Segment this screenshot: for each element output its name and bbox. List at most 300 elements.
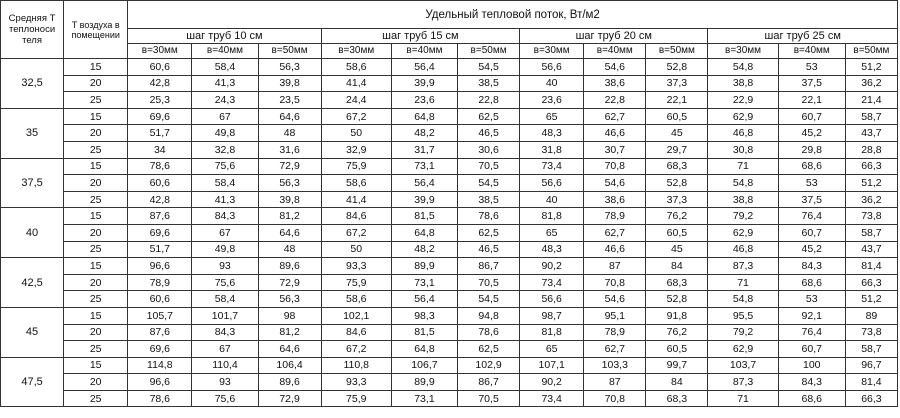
pipe-step-row — [1, 29, 898, 44]
flux-value-cell: 32,8 — [192, 141, 258, 158]
flux-value-cell: 30,8 — [708, 141, 778, 158]
flux-value-cell: 40 — [520, 191, 584, 208]
flux-value-cell: 58,4 — [192, 291, 258, 308]
flux-value-cell: 31,6 — [258, 141, 321, 158]
flux-value-cell: 81,4 — [845, 258, 897, 275]
flux-value-cell: 91,8 — [646, 307, 708, 324]
flux-value-cell: 84,6 — [321, 324, 391, 341]
air-temp-cell: 25 — [64, 141, 128, 158]
table-row — [1, 158, 898, 175]
flux-value-cell: 37,5 — [778, 75, 845, 92]
air-temp-cell: 25 — [64, 291, 128, 308]
flux-value-cell: 62,5 — [458, 341, 520, 358]
air-temp-cell: 20 — [64, 175, 128, 192]
flux-value-cell: 50 — [321, 241, 391, 258]
flux-value-cell: 22,8 — [458, 92, 520, 109]
flux-value-cell: 93 — [192, 374, 258, 391]
flux-value-cell: 64,8 — [391, 224, 457, 241]
flux-value-cell: 31,7 — [391, 141, 457, 158]
flux-value-cell: 70,8 — [584, 158, 646, 175]
flux-value-cell: 29,7 — [646, 141, 708, 158]
flux-value-cell: 54,6 — [584, 291, 646, 308]
flux-value-cell: 75,9 — [321, 274, 391, 291]
flux-value-cell: 48 — [258, 241, 321, 258]
flux-value-cell: 67 — [192, 224, 258, 241]
flux-value-cell: 73,8 — [845, 324, 897, 341]
flux-value-cell: 54,5 — [458, 291, 520, 308]
flux-value-cell: 68,3 — [646, 274, 708, 291]
flux-value-cell: 89,6 — [258, 258, 321, 275]
flux-value-cell: 81,2 — [258, 324, 321, 341]
flux-value-cell: 60,5 — [646, 224, 708, 241]
air-temp-cell: 20 — [64, 324, 128, 341]
flux-value-cell: 84,3 — [778, 258, 845, 275]
air-temp-cell: 25 — [64, 241, 128, 258]
flux-value-cell: 56,6 — [520, 291, 584, 308]
flux-value-cell: 22,1 — [778, 92, 845, 109]
flux-value-cell: 29,8 — [778, 141, 845, 158]
flux-value-cell: 64,6 — [258, 341, 321, 358]
flux-value-cell: 46,6 — [584, 125, 646, 142]
flux-value-cell: 38,5 — [458, 75, 520, 92]
flux-value-cell: 87,3 — [708, 258, 778, 275]
flux-value-cell: 46,8 — [708, 125, 778, 142]
flux-value-cell: 103,7 — [708, 357, 778, 374]
header-pipe-step: шаг труб 25 см — [708, 29, 898, 44]
table-row — [1, 258, 898, 275]
flux-value-cell: 22,9 — [708, 92, 778, 109]
flux-value-cell: 24,4 — [321, 92, 391, 109]
flux-value-cell: 50 — [321, 125, 391, 142]
flux-value-cell: 52,8 — [646, 175, 708, 192]
flux-value-cell: 60,5 — [646, 108, 708, 125]
flux-value-cell: 73,1 — [391, 390, 457, 407]
flux-value-cell: 66,3 — [845, 274, 897, 291]
flux-value-cell: 73,4 — [520, 158, 584, 175]
flux-value-cell: 65 — [520, 341, 584, 358]
flux-value-cell: 96,7 — [845, 357, 897, 374]
flux-value-cell: 71 — [708, 158, 778, 175]
flux-value-cell: 62,7 — [584, 108, 646, 125]
mean-temp-cell: 35 — [1, 108, 64, 158]
air-temp-cell: 20 — [64, 75, 128, 92]
table-row — [1, 390, 898, 407]
flux-value-cell: 62,9 — [708, 224, 778, 241]
air-temp-cell: 20 — [64, 224, 128, 241]
flux-value-cell: 48,2 — [391, 241, 457, 258]
flux-value-cell: 51,7 — [128, 241, 192, 258]
air-temp-cell: 25 — [64, 390, 128, 407]
header-width: в=40мм — [778, 44, 845, 59]
flux-value-cell: 78,9 — [584, 208, 646, 225]
flux-value-cell: 37,5 — [778, 191, 845, 208]
flux-value-cell: 106,7 — [391, 357, 457, 374]
flux-value-cell: 49,8 — [192, 241, 258, 258]
air-temp-cell: 25 — [64, 191, 128, 208]
flux-value-cell: 25,3 — [128, 92, 192, 109]
air-temp-cell: 25 — [64, 341, 128, 358]
flux-value-cell: 70,8 — [584, 274, 646, 291]
flux-value-cell: 46,6 — [584, 241, 646, 258]
flux-value-cell: 75,6 — [192, 158, 258, 175]
flux-value-cell: 81,4 — [845, 374, 897, 391]
header-width: в=50мм — [845, 44, 897, 59]
table-row — [1, 357, 898, 374]
flux-value-cell: 56,6 — [520, 59, 584, 76]
flux-value-cell: 87 — [584, 374, 646, 391]
air-temp-cell: 15 — [64, 208, 128, 225]
flux-value-cell: 39,9 — [391, 191, 457, 208]
flux-value-cell: 60,5 — [646, 341, 708, 358]
flux-value-cell: 22,1 — [646, 92, 708, 109]
flux-value-cell: 84 — [646, 258, 708, 275]
flux-value-cell: 58,7 — [845, 224, 897, 241]
flux-value-cell: 114,8 — [128, 357, 192, 374]
air-temp-cell: 15 — [64, 258, 128, 275]
flux-value-cell: 67,2 — [321, 224, 391, 241]
flux-value-cell: 58,6 — [321, 291, 391, 308]
header-width: в=30мм — [321, 44, 391, 59]
table-row — [1, 59, 898, 76]
flux-value-cell: 43,7 — [845, 241, 897, 258]
air-temp-cell: 25 — [64, 92, 128, 109]
flux-value-cell: 86,7 — [458, 374, 520, 391]
flux-value-cell: 78,9 — [128, 274, 192, 291]
table-body — [1, 59, 898, 407]
flux-value-cell: 28,8 — [845, 141, 897, 158]
flux-value-cell: 58,6 — [321, 175, 391, 192]
flux-value-cell: 66,3 — [845, 158, 897, 175]
flux-value-cell: 54,5 — [458, 175, 520, 192]
table-row — [1, 125, 898, 142]
flux-value-cell: 43,7 — [845, 125, 897, 142]
flux-value-cell: 96,6 — [128, 258, 192, 275]
flux-value-cell: 69,6 — [128, 341, 192, 358]
flux-value-cell: 65 — [520, 108, 584, 125]
header-width: в=40мм — [192, 44, 258, 59]
flux-value-cell: 72,9 — [258, 158, 321, 175]
flux-value-cell: 70,5 — [458, 158, 520, 175]
flux-value-cell: 39,8 — [258, 191, 321, 208]
flux-value-cell: 84,3 — [192, 324, 258, 341]
flux-value-cell: 99,7 — [646, 357, 708, 374]
table-row — [1, 175, 898, 192]
flux-value-cell: 23,6 — [520, 92, 584, 109]
flux-value-cell: 30,7 — [584, 141, 646, 158]
flux-value-cell: 37,3 — [646, 75, 708, 92]
flux-value-cell: 89,6 — [258, 374, 321, 391]
table-row — [1, 291, 898, 308]
flux-value-cell: 53 — [778, 175, 845, 192]
flux-value-cell: 60,7 — [778, 224, 845, 241]
flux-value-cell: 107,1 — [520, 357, 584, 374]
flux-value-cell: 42,8 — [128, 75, 192, 92]
flux-value-cell: 67,2 — [321, 108, 391, 125]
flux-value-cell: 78,6 — [128, 390, 192, 407]
flux-value-cell: 24,3 — [192, 92, 258, 109]
flux-value-cell: 34 — [128, 141, 192, 158]
flux-value-cell: 93,3 — [321, 374, 391, 391]
flux-value-cell: 76,4 — [778, 208, 845, 225]
flux-value-cell: 53 — [778, 59, 845, 76]
flux-value-cell: 110,4 — [192, 357, 258, 374]
mean-temp-cell: 45 — [1, 307, 64, 357]
flux-value-cell: 39,9 — [391, 75, 457, 92]
flux-value-cell: 54,8 — [708, 175, 778, 192]
flux-value-cell: 89,9 — [391, 258, 457, 275]
table-row — [1, 274, 898, 291]
table-row — [1, 191, 898, 208]
header-pipe-step: шаг труб 15 см — [321, 29, 519, 44]
flux-value-cell: 76,2 — [646, 208, 708, 225]
flux-value-cell: 51,2 — [845, 175, 897, 192]
flux-value-cell: 87 — [584, 258, 646, 275]
flux-value-cell: 30,6 — [458, 141, 520, 158]
flux-value-cell: 70,5 — [458, 274, 520, 291]
flux-value-cell: 21,4 — [845, 92, 897, 109]
flux-value-cell: 45 — [646, 241, 708, 258]
flux-value-cell: 60,6 — [128, 59, 192, 76]
flux-value-cell: 48,3 — [520, 241, 584, 258]
flux-value-cell: 98,3 — [391, 307, 457, 324]
header-width: в=50мм — [646, 44, 708, 59]
air-temp-cell: 20 — [64, 125, 128, 142]
flux-value-cell: 54,6 — [584, 59, 646, 76]
flux-value-cell: 56,3 — [258, 291, 321, 308]
flux-value-cell: 68,3 — [646, 390, 708, 407]
mean-temp-cell: 32,5 — [1, 59, 64, 109]
flux-value-cell: 60,6 — [128, 175, 192, 192]
flux-value-cell: 84,3 — [778, 374, 845, 391]
air-temp-cell: 20 — [64, 374, 128, 391]
flux-value-cell: 60,7 — [778, 108, 845, 125]
table-row — [1, 374, 898, 391]
header-width: в=30мм — [708, 44, 778, 59]
flux-value-cell: 64,6 — [258, 108, 321, 125]
flux-value-cell: 98,7 — [520, 307, 584, 324]
flux-value-cell: 68,6 — [778, 158, 845, 175]
flux-value-cell: 46,5 — [458, 241, 520, 258]
flux-value-cell: 41,3 — [192, 75, 258, 92]
flux-value-cell: 84,3 — [192, 208, 258, 225]
flux-value-cell: 54,6 — [584, 175, 646, 192]
flux-value-cell: 73,1 — [391, 158, 457, 175]
header-mean-temp: Средняя Т теплоноси теля — [1, 1, 64, 59]
flux-value-cell: 52,8 — [646, 291, 708, 308]
flux-value-cell: 32,9 — [321, 141, 391, 158]
mean-temp-cell: 37,5 — [1, 158, 64, 208]
flux-value-cell: 58,4 — [192, 175, 258, 192]
flux-value-cell: 70,8 — [584, 390, 646, 407]
flux-value-cell: 95,1 — [584, 307, 646, 324]
flux-value-cell: 110,8 — [321, 357, 391, 374]
header-air-temp: Т воздуха в помещении — [64, 1, 128, 59]
header-width: в=50мм — [258, 44, 321, 59]
flux-value-cell: 56,4 — [391, 59, 457, 76]
header-width: в=40мм — [391, 44, 457, 59]
flux-value-cell: 69,6 — [128, 108, 192, 125]
header-pipe-step: шаг труб 10 см — [128, 29, 321, 44]
flux-value-cell: 38,6 — [584, 191, 646, 208]
mean-temp-cell: 42,5 — [1, 258, 64, 308]
air-temp-cell: 15 — [64, 59, 128, 76]
flux-value-cell: 67 — [192, 108, 258, 125]
air-temp-cell: 20 — [64, 274, 128, 291]
flux-value-cell: 65 — [520, 224, 584, 241]
flux-value-cell: 90,2 — [520, 374, 584, 391]
flux-value-cell: 101,7 — [192, 307, 258, 324]
flux-value-cell: 71 — [708, 274, 778, 291]
flux-value-cell: 41,3 — [192, 191, 258, 208]
table-row — [1, 75, 898, 92]
flux-value-cell: 54,8 — [708, 59, 778, 76]
flux-value-cell: 46,5 — [458, 125, 520, 142]
table-header — [1, 1, 898, 59]
flux-value-cell: 31,8 — [520, 141, 584, 158]
flux-value-cell: 38,6 — [584, 75, 646, 92]
flux-value-cell: 38,8 — [708, 75, 778, 92]
flux-value-cell: 86,7 — [458, 258, 520, 275]
table-row — [1, 92, 898, 109]
flux-value-cell: 56,6 — [520, 175, 584, 192]
header-width: в=30мм — [520, 44, 584, 59]
flux-value-cell: 62,7 — [584, 341, 646, 358]
table-row — [1, 341, 898, 358]
flux-value-cell: 78,9 — [584, 324, 646, 341]
flux-value-cell: 67,2 — [321, 341, 391, 358]
flux-value-cell: 72,9 — [258, 390, 321, 407]
flux-value-cell: 73,4 — [520, 390, 584, 407]
flux-value-cell: 87,3 — [708, 374, 778, 391]
flux-value-cell: 75,9 — [321, 390, 391, 407]
flux-value-cell: 76,2 — [646, 324, 708, 341]
flux-value-cell: 48,3 — [520, 125, 584, 142]
flux-value-cell: 89 — [845, 307, 897, 324]
flux-value-cell: 72,9 — [258, 274, 321, 291]
header-heat-flux: Удельный тепловой поток, Вт/м2 — [128, 1, 898, 29]
flux-value-cell: 36,2 — [845, 191, 897, 208]
flux-value-cell: 81,8 — [520, 324, 584, 341]
flux-value-cell: 102,1 — [321, 307, 391, 324]
flux-value-cell: 58,7 — [845, 108, 897, 125]
flux-value-cell: 81,8 — [520, 208, 584, 225]
flux-value-cell: 42,8 — [128, 191, 192, 208]
flux-value-cell: 78,6 — [128, 158, 192, 175]
flux-value-cell: 62,9 — [708, 108, 778, 125]
flux-value-cell: 78,6 — [458, 208, 520, 225]
flux-value-cell: 58,6 — [321, 59, 391, 76]
flux-value-cell: 39,8 — [258, 75, 321, 92]
flux-value-cell: 98 — [258, 307, 321, 324]
table-row — [1, 141, 898, 158]
flux-value-cell: 102,9 — [458, 357, 520, 374]
flux-value-cell: 71 — [708, 390, 778, 407]
flux-value-cell: 73,4 — [520, 274, 584, 291]
flux-value-cell: 64,8 — [391, 341, 457, 358]
flux-value-cell: 54,8 — [708, 291, 778, 308]
flux-value-cell: 36,2 — [845, 75, 897, 92]
table-row — [1, 241, 898, 258]
flux-value-cell: 70,5 — [458, 390, 520, 407]
flux-value-cell: 81,2 — [258, 208, 321, 225]
flux-value-cell: 64,6 — [258, 224, 321, 241]
table-row — [1, 108, 898, 125]
flux-value-cell: 76,4 — [778, 324, 845, 341]
flux-value-cell: 51,2 — [845, 59, 897, 76]
flux-value-cell: 41,4 — [321, 75, 391, 92]
flux-value-cell: 105,7 — [128, 307, 192, 324]
flux-value-cell: 22,8 — [584, 92, 646, 109]
flux-value-cell: 41,4 — [321, 191, 391, 208]
flux-value-cell: 87,6 — [128, 324, 192, 341]
flux-value-cell: 45 — [646, 125, 708, 142]
flux-value-cell: 87,6 — [128, 208, 192, 225]
flux-value-cell: 75,9 — [321, 158, 391, 175]
header-width: в=40мм — [584, 44, 646, 59]
flux-value-cell: 48 — [258, 125, 321, 142]
flux-value-cell: 54,5 — [458, 59, 520, 76]
flux-value-cell: 106,4 — [258, 357, 321, 374]
flux-value-cell: 79,2 — [708, 208, 778, 225]
header-pipe-step: шаг труб 20 см — [520, 29, 708, 44]
flux-value-cell: 60,7 — [778, 341, 845, 358]
flux-value-cell: 89,9 — [391, 374, 457, 391]
flux-value-cell: 38,5 — [458, 191, 520, 208]
flux-value-cell: 75,6 — [192, 274, 258, 291]
flux-value-cell: 45,2 — [778, 125, 845, 142]
flux-value-cell: 94,8 — [458, 307, 520, 324]
flux-value-cell: 58,4 — [192, 59, 258, 76]
flux-value-cell: 81,5 — [391, 324, 457, 341]
flux-value-cell: 62,7 — [584, 224, 646, 241]
flux-value-cell: 103,3 — [584, 357, 646, 374]
flux-value-cell: 68,6 — [778, 274, 845, 291]
flux-value-cell: 66,3 — [845, 390, 897, 407]
flux-value-cell: 58,7 — [845, 341, 897, 358]
flux-value-cell: 92,1 — [778, 307, 845, 324]
flux-value-cell: 73,8 — [845, 208, 897, 225]
flux-value-cell: 62,5 — [458, 224, 520, 241]
table-row — [1, 208, 898, 225]
flux-value-cell: 46,8 — [708, 241, 778, 258]
flux-value-cell: 45,2 — [778, 241, 845, 258]
flux-value-cell: 68,6 — [778, 390, 845, 407]
flux-value-cell: 23,6 — [391, 92, 457, 109]
flux-value-cell: 93,3 — [321, 258, 391, 275]
air-temp-cell: 15 — [64, 307, 128, 324]
flux-value-cell: 69,6 — [128, 224, 192, 241]
flux-value-cell: 73,1 — [391, 274, 457, 291]
flux-value-cell: 95,5 — [708, 307, 778, 324]
table-row — [1, 307, 898, 324]
flux-value-cell: 49,8 — [192, 125, 258, 142]
flux-value-cell: 56,3 — [258, 175, 321, 192]
flux-value-cell: 56,4 — [391, 291, 457, 308]
flux-value-cell: 100 — [778, 357, 845, 374]
flux-value-cell: 62,9 — [708, 341, 778, 358]
flux-value-cell: 68,3 — [646, 158, 708, 175]
air-temp-cell: 15 — [64, 158, 128, 175]
flux-value-cell: 62,5 — [458, 108, 520, 125]
flux-value-cell: 84 — [646, 374, 708, 391]
flux-value-cell: 79,2 — [708, 324, 778, 341]
flux-value-cell: 48,2 — [391, 125, 457, 142]
header-width: в=50мм — [458, 44, 520, 59]
flux-value-cell: 64,8 — [391, 108, 457, 125]
flux-value-cell: 75,6 — [192, 390, 258, 407]
flux-value-cell: 56,3 — [258, 59, 321, 76]
flux-value-cell: 52,8 — [646, 59, 708, 76]
